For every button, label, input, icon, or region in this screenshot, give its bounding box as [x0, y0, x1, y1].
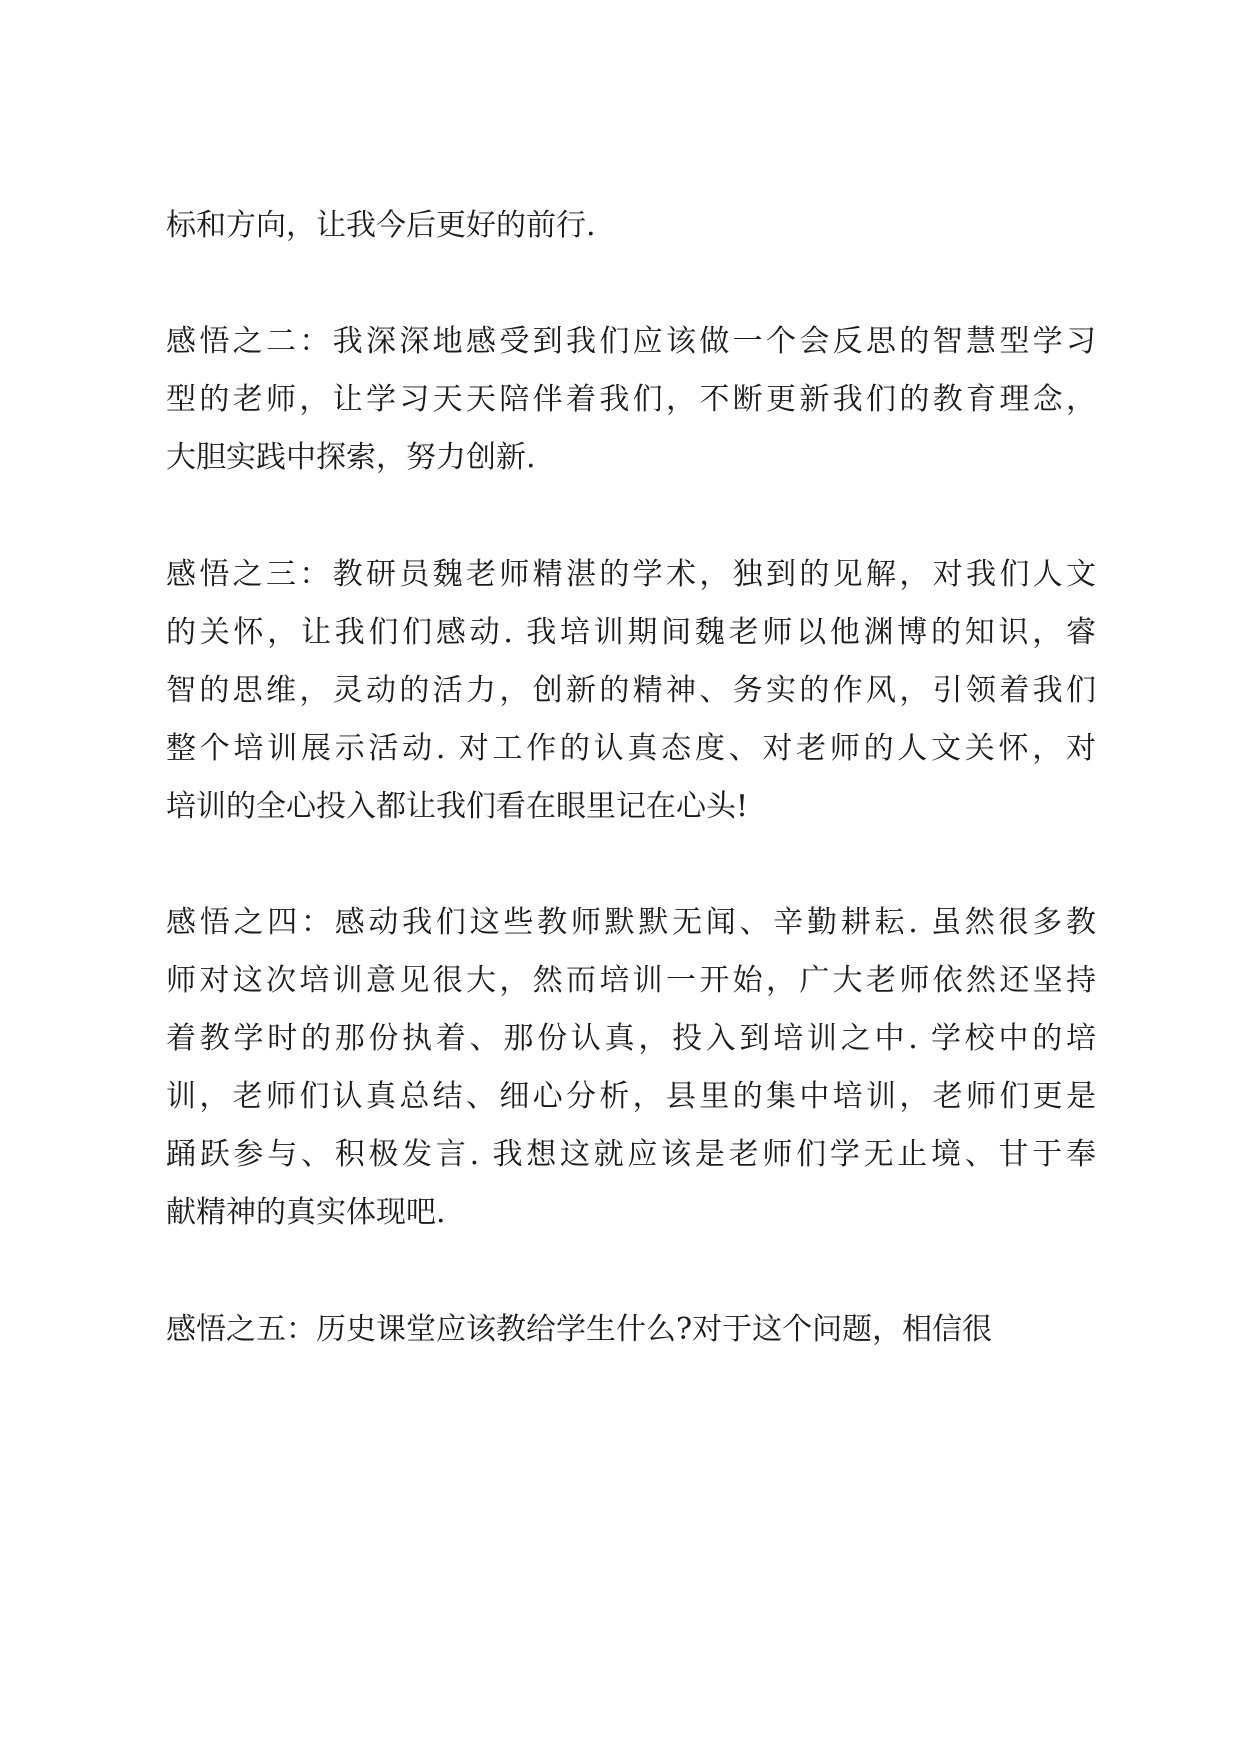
- paragraph-line: 整个培训展示活动. 对工作的认真态度、对老师的人文关怀，对: [166, 731, 1096, 766]
- paragraph-line: 训，老师们认真总结、细心分析，县里的集中培训，老师们更是: [166, 1079, 1096, 1114]
- paragraph-line: 大胆实践中探索，努力创新.: [166, 440, 536, 475]
- paragraph-line: 献精神的真实体现吧.: [166, 1195, 446, 1230]
- paragraph-line: 着教学时的那份执着、那份认真，投入到培训之中. 学校中的培: [166, 1021, 1096, 1056]
- paragraph-line: 的关怀，让我们们感动. 我培训期间魏老师以他渊博的知识，睿: [166, 615, 1096, 650]
- paragraph-line: 感悟之四：感动我们这些教师默默无闻、辛勤耕耘. 虽然很多教: [166, 905, 1096, 940]
- paragraph-line: 踊跃参与、积极发言. 我想这就应该是老师们学无止境、甘于奉: [166, 1137, 1096, 1172]
- paragraph-line: 智的思维，灵动的活力，创新的精神、务实的作风，引领着我们: [166, 673, 1096, 708]
- paragraph-line: 培训的全心投入都让我们看在眼里记在心头!: [166, 789, 749, 824]
- paragraph-line: 型的老师，让学习天天陪伴着我们，不断更新我们的教育理念，: [166, 382, 1096, 417]
- paragraph-line: 标和方向，让我今后更好的前行.: [166, 208, 596, 243]
- paragraph-line: 感悟之五：历史课堂应该教给学生什么?对于这个问题，相信很: [166, 1312, 993, 1347]
- paragraph-line: 师对这次培训意见很大，然而培训一开始，广大老师依然还坚持: [166, 963, 1096, 998]
- paragraph-line: 感悟之二：我深深地感受到我们应该做一个会反思的智慧型学习: [166, 324, 1096, 359]
- paragraph-line: 感悟之三：教研员魏老师精湛的学术，独到的见解，对我们人文: [166, 557, 1096, 592]
